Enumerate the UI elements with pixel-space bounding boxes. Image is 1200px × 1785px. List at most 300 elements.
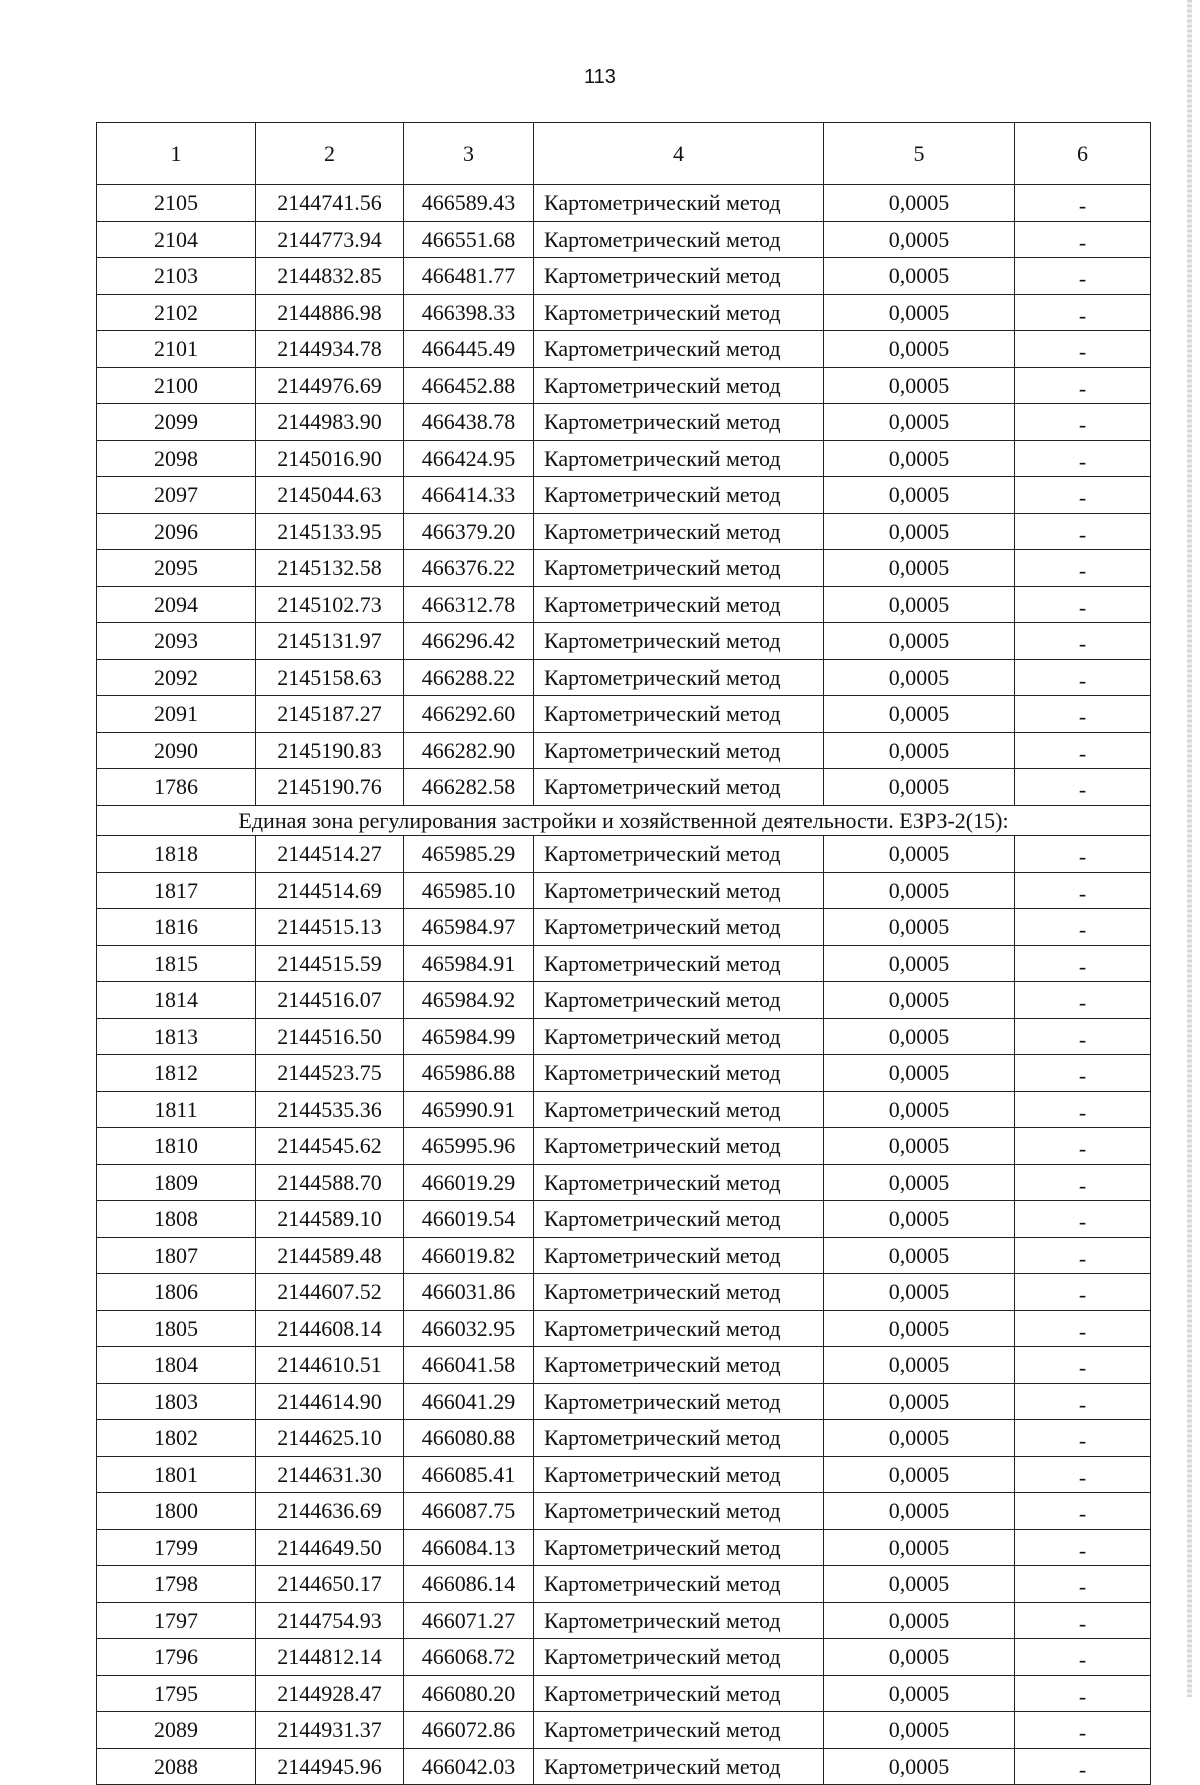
table-row: [97, 1456, 1151, 1493]
x-coordinate-cell: 2145158.63: [256, 659, 404, 696]
table-row: [97, 1493, 1151, 1530]
point-number-cell: 1814: [97, 982, 256, 1019]
point-number-cell: 1800: [97, 1493, 256, 1530]
table-row: [97, 1201, 1151, 1238]
point-number-cell: 1815: [97, 945, 256, 982]
method-cell: Картометрический метод: [534, 1566, 824, 1603]
note-cell: -: [1015, 440, 1151, 477]
x-coordinate-cell: 2145132.58: [256, 550, 404, 587]
accuracy-cell: 0,0005: [824, 1201, 1015, 1238]
point-number-cell: 1808: [97, 1201, 256, 1238]
x-coordinate-cell: 2144754.93: [256, 1602, 404, 1639]
method-cell: Картометрический метод: [534, 404, 824, 441]
method-cell: Картометрический метод: [534, 1529, 824, 1566]
x-coordinate-cell: 2144588.70: [256, 1164, 404, 1201]
point-number-cell: 2098: [97, 440, 256, 477]
accuracy-cell: 0,0005: [824, 1566, 1015, 1603]
method-cell: Картометрический метод: [534, 945, 824, 982]
point-number-cell: 1804: [97, 1347, 256, 1384]
point-number-cell: 1816: [97, 909, 256, 946]
accuracy-cell: 0,0005: [824, 696, 1015, 733]
point-number-cell: 2103: [97, 258, 256, 295]
note-cell: -: [1015, 1748, 1151, 1785]
y-coordinate-cell: 466282.90: [404, 732, 534, 769]
method-cell: Картометрический метод: [534, 1420, 824, 1457]
x-coordinate-cell: 2145016.90: [256, 440, 404, 477]
method-cell: Картометрический метод: [534, 1128, 824, 1165]
note-cell: -: [1015, 1566, 1151, 1603]
method-cell: Картометрический метод: [534, 1018, 824, 1055]
accuracy-cell: 0,0005: [824, 477, 1015, 514]
point-number-cell: 1813: [97, 1018, 256, 1055]
y-coordinate-cell: 466087.75: [404, 1493, 534, 1530]
x-coordinate-cell: 2144515.13: [256, 909, 404, 946]
x-coordinate-cell: 2144516.07: [256, 982, 404, 1019]
point-number-cell: 1807: [97, 1237, 256, 1274]
accuracy-cell: 0,0005: [824, 872, 1015, 909]
accuracy-cell: 0,0005: [824, 1456, 1015, 1493]
method-cell: Картометрический метод: [534, 623, 824, 660]
x-coordinate-cell: 2144545.62: [256, 1128, 404, 1165]
x-coordinate-cell: 2144589.48: [256, 1237, 404, 1274]
method-cell: Картометрический метод: [534, 221, 824, 258]
x-coordinate-cell: 2144976.69: [256, 367, 404, 404]
table-row: [97, 1018, 1151, 1055]
method-cell: Картометрический метод: [534, 477, 824, 514]
accuracy-cell: 0,0005: [824, 732, 1015, 769]
note-cell: -: [1015, 294, 1151, 331]
y-coordinate-cell: 466019.29: [404, 1164, 534, 1201]
note-cell: -: [1015, 1274, 1151, 1311]
section-row: [97, 805, 1151, 836]
y-coordinate-cell: 466438.78: [404, 404, 534, 441]
note-cell: -: [1015, 732, 1151, 769]
x-coordinate-cell: 2144610.51: [256, 1347, 404, 1384]
column-header-6: 6: [1015, 123, 1151, 185]
y-coordinate-cell: 466282.58: [404, 769, 534, 806]
note-cell: -: [1015, 836, 1151, 873]
point-number-cell: 1798: [97, 1566, 256, 1603]
point-number-cell: 2093: [97, 623, 256, 660]
accuracy-cell: 0,0005: [824, 623, 1015, 660]
accuracy-cell: 0,0005: [824, 1164, 1015, 1201]
accuracy-cell: 0,0005: [824, 1237, 1015, 1274]
table-row: [97, 1310, 1151, 1347]
point-number-cell: 1799: [97, 1529, 256, 1566]
y-coordinate-cell: 465984.97: [404, 909, 534, 946]
point-number-cell: 1810: [97, 1128, 256, 1165]
table-row: [97, 1383, 1151, 1420]
y-coordinate-cell: 466288.22: [404, 659, 534, 696]
table-row: [97, 1347, 1151, 1384]
note-cell: -: [1015, 1639, 1151, 1676]
note-cell: -: [1015, 258, 1151, 295]
point-number-cell: 2095: [97, 550, 256, 587]
point-number-cell: 2094: [97, 586, 256, 623]
table-row: [97, 1566, 1151, 1603]
y-coordinate-cell: 465990.91: [404, 1091, 534, 1128]
accuracy-cell: 0,0005: [824, 909, 1015, 946]
accuracy-cell: 0,0005: [824, 1712, 1015, 1749]
y-coordinate-cell: 465984.92: [404, 982, 534, 1019]
table-row: [97, 836, 1151, 873]
y-coordinate-cell: 466031.86: [404, 1274, 534, 1311]
note-cell: -: [1015, 1237, 1151, 1274]
accuracy-cell: 0,0005: [824, 294, 1015, 331]
y-coordinate-cell: 466452.88: [404, 367, 534, 404]
y-coordinate-cell: 466376.22: [404, 550, 534, 587]
note-cell: -: [1015, 1201, 1151, 1238]
x-coordinate-cell: 2145187.27: [256, 696, 404, 733]
y-coordinate-cell: 466085.41: [404, 1456, 534, 1493]
table-row: [97, 258, 1151, 295]
point-number-cell: 2090: [97, 732, 256, 769]
table-row: [97, 623, 1151, 660]
table-row: [97, 945, 1151, 982]
y-coordinate-cell: 465995.96: [404, 1128, 534, 1165]
table-row: [97, 586, 1151, 623]
x-coordinate-cell: 2144516.50: [256, 1018, 404, 1055]
y-coordinate-cell: 465985.29: [404, 836, 534, 873]
method-cell: Картометрический метод: [534, 982, 824, 1019]
y-coordinate-cell: 465984.99: [404, 1018, 534, 1055]
y-coordinate-cell: 465984.91: [404, 945, 534, 982]
table-row: [97, 1237, 1151, 1274]
point-number-cell: 2092: [97, 659, 256, 696]
point-number-cell: 2091: [97, 696, 256, 733]
accuracy-cell: 0,0005: [824, 659, 1015, 696]
y-coordinate-cell: 466445.49: [404, 331, 534, 368]
note-cell: -: [1015, 1164, 1151, 1201]
method-cell: Картометрический метод: [534, 258, 824, 295]
table-row: [97, 982, 1151, 1019]
point-number-cell: 2105: [97, 185, 256, 222]
accuracy-cell: 0,0005: [824, 1602, 1015, 1639]
accuracy-cell: 0,0005: [824, 440, 1015, 477]
note-cell: -: [1015, 477, 1151, 514]
method-cell: Картометрический метод: [534, 550, 824, 587]
y-coordinate-cell: 466481.77: [404, 258, 534, 295]
y-coordinate-cell: 466379.20: [404, 513, 534, 550]
table-row: [97, 185, 1151, 222]
y-coordinate-cell: 466041.29: [404, 1383, 534, 1420]
note-cell: -: [1015, 404, 1151, 441]
accuracy-cell: 0,0005: [824, 404, 1015, 441]
table-row: [97, 1675, 1151, 1712]
y-coordinate-cell: 466068.72: [404, 1639, 534, 1676]
page-number: 113: [584, 66, 616, 88]
x-coordinate-cell: 2144832.85: [256, 258, 404, 295]
table-row: [97, 477, 1151, 514]
x-coordinate-cell: 2144589.10: [256, 1201, 404, 1238]
point-number-cell: 1795: [97, 1675, 256, 1712]
x-coordinate-cell: 2144812.14: [256, 1639, 404, 1676]
point-number-cell: 1786: [97, 769, 256, 806]
method-cell: Картометрический метод: [534, 1712, 824, 1749]
point-number-cell: 2096: [97, 513, 256, 550]
table-body: [97, 185, 1151, 1785]
note-cell: -: [1015, 696, 1151, 733]
x-coordinate-cell: 2144945.96: [256, 1748, 404, 1785]
column-header-5: 5: [824, 123, 1015, 185]
point-number-cell: 1805: [97, 1310, 256, 1347]
table-row: [97, 872, 1151, 909]
accuracy-cell: 0,0005: [824, 513, 1015, 550]
point-number-cell: 2097: [97, 477, 256, 514]
x-coordinate-cell: 2144983.90: [256, 404, 404, 441]
note-cell: -: [1015, 221, 1151, 258]
method-cell: Картометрический метод: [534, 909, 824, 946]
method-cell: Картометрический метод: [534, 1201, 824, 1238]
x-coordinate-cell: 2144650.17: [256, 1566, 404, 1603]
table-row: [97, 440, 1151, 477]
note-cell: -: [1015, 185, 1151, 222]
note-cell: -: [1015, 331, 1151, 368]
x-coordinate-cell: 2145131.97: [256, 623, 404, 660]
method-cell: Картометрический метод: [534, 1602, 824, 1639]
note-cell: -: [1015, 1675, 1151, 1712]
method-cell: Картометрический метод: [534, 440, 824, 477]
method-cell: Картометрический метод: [534, 1493, 824, 1530]
accuracy-cell: 0,0005: [824, 367, 1015, 404]
point-number-cell: 1809: [97, 1164, 256, 1201]
method-cell: Картометрический метод: [534, 1310, 824, 1347]
method-cell: Картометрический метод: [534, 1274, 824, 1311]
note-cell: -: [1015, 1018, 1151, 1055]
method-cell: Картометрический метод: [534, 367, 824, 404]
note-cell: -: [1015, 1420, 1151, 1457]
point-number-cell: 2099: [97, 404, 256, 441]
scan-edge: [1187, 0, 1192, 1697]
accuracy-cell: 0,0005: [824, 1639, 1015, 1676]
method-cell: Картометрический метод: [534, 732, 824, 769]
column-header-4: 4: [534, 123, 824, 185]
note-cell: -: [1015, 1128, 1151, 1165]
y-coordinate-cell: 466589.43: [404, 185, 534, 222]
accuracy-cell: 0,0005: [824, 586, 1015, 623]
accuracy-cell: 0,0005: [824, 1018, 1015, 1055]
table-row: [97, 294, 1151, 331]
x-coordinate-cell: 2144523.75: [256, 1055, 404, 1092]
y-coordinate-cell: 466312.78: [404, 586, 534, 623]
note-cell: -: [1015, 659, 1151, 696]
y-coordinate-cell: 466041.58: [404, 1347, 534, 1384]
x-coordinate-cell: 2144773.94: [256, 221, 404, 258]
method-cell: Картометрический метод: [534, 185, 824, 222]
point-number-cell: 1811: [97, 1091, 256, 1128]
y-coordinate-cell: 466019.54: [404, 1201, 534, 1238]
y-coordinate-cell: 466292.60: [404, 696, 534, 733]
method-cell: Картометрический метод: [534, 331, 824, 368]
table-row: [97, 513, 1151, 550]
note-cell: -: [1015, 1347, 1151, 1384]
x-coordinate-cell: 2144514.27: [256, 836, 404, 873]
y-coordinate-cell: 466080.20: [404, 1675, 534, 1712]
point-number-cell: 2101: [97, 331, 256, 368]
method-cell: Картометрический метод: [534, 1383, 824, 1420]
accuracy-cell: 0,0005: [824, 258, 1015, 295]
note-cell: -: [1015, 623, 1151, 660]
y-coordinate-cell: 466084.13: [404, 1529, 534, 1566]
note-cell: -: [1015, 1712, 1151, 1749]
table-row: [97, 1274, 1151, 1311]
accuracy-cell: 0,0005: [824, 331, 1015, 368]
accuracy-cell: 0,0005: [824, 1383, 1015, 1420]
table-row: [97, 1712, 1151, 1749]
section-title: Единая зона регулирования застройки и хозяйственной деятельности. ЕЗРЗ-2(15):: [97, 805, 1151, 836]
accuracy-cell: 0,0005: [824, 1748, 1015, 1785]
header-row: [97, 123, 1151, 185]
note-cell: -: [1015, 945, 1151, 982]
column-header-3: 3: [404, 123, 534, 185]
method-cell: Картометрический метод: [534, 513, 824, 550]
note-cell: -: [1015, 1456, 1151, 1493]
table-row: [97, 331, 1151, 368]
method-cell: Картометрический метод: [534, 1237, 824, 1274]
method-cell: Картометрический метод: [534, 1456, 824, 1493]
note-cell: -: [1015, 1310, 1151, 1347]
note-cell: -: [1015, 550, 1151, 587]
note-cell: -: [1015, 1055, 1151, 1092]
note-cell: -: [1015, 513, 1151, 550]
method-cell: Картометрический метод: [534, 294, 824, 331]
y-coordinate-cell: 466042.03: [404, 1748, 534, 1785]
table-row: [97, 367, 1151, 404]
method-cell: Картометрический метод: [534, 1639, 824, 1676]
note-cell: -: [1015, 872, 1151, 909]
y-coordinate-cell: 466398.33: [404, 294, 534, 331]
point-number-cell: 2102: [97, 294, 256, 331]
point-number-cell: 1803: [97, 1383, 256, 1420]
note-cell: -: [1015, 367, 1151, 404]
method-cell: Картометрический метод: [534, 769, 824, 806]
method-cell: Картометрический метод: [534, 1748, 824, 1785]
y-coordinate-cell: 466414.33: [404, 477, 534, 514]
y-coordinate-cell: 466072.86: [404, 1712, 534, 1749]
y-coordinate-cell: 466296.42: [404, 623, 534, 660]
accuracy-cell: 0,0005: [824, 945, 1015, 982]
x-coordinate-cell: 2144614.90: [256, 1383, 404, 1420]
accuracy-cell: 0,0005: [824, 1529, 1015, 1566]
method-cell: Картометрический метод: [534, 872, 824, 909]
table-row: [97, 1164, 1151, 1201]
method-cell: Картометрический метод: [534, 659, 824, 696]
method-cell: Картометрический метод: [534, 1091, 824, 1128]
x-coordinate-cell: 2145044.63: [256, 477, 404, 514]
x-coordinate-cell: 2144636.69: [256, 1493, 404, 1530]
accuracy-cell: 0,0005: [824, 982, 1015, 1019]
accuracy-cell: 0,0005: [824, 185, 1015, 222]
table-row: [97, 1748, 1151, 1785]
x-coordinate-cell: 2144515.59: [256, 945, 404, 982]
x-coordinate-cell: 2144514.69: [256, 872, 404, 909]
table-row: [97, 1639, 1151, 1676]
method-cell: Картометрический метод: [534, 696, 824, 733]
accuracy-cell: 0,0005: [824, 1675, 1015, 1712]
column-header-2: 2: [256, 123, 404, 185]
accuracy-cell: 0,0005: [824, 221, 1015, 258]
method-cell: Картометрический метод: [534, 1675, 824, 1712]
x-coordinate-cell: 2144631.30: [256, 1456, 404, 1493]
accuracy-cell: 0,0005: [824, 836, 1015, 873]
method-cell: Картометрический метод: [534, 586, 824, 623]
x-coordinate-cell: 2145133.95: [256, 513, 404, 550]
method-cell: Картометрический метод: [534, 1164, 824, 1201]
x-coordinate-cell: 2144608.14: [256, 1310, 404, 1347]
table-row: [97, 1602, 1151, 1639]
point-number-cell: 1817: [97, 872, 256, 909]
x-coordinate-cell: 2145190.76: [256, 769, 404, 806]
table-row: [97, 1529, 1151, 1566]
note-cell: -: [1015, 909, 1151, 946]
point-number-cell: 2088: [97, 1748, 256, 1785]
point-number-cell: 1812: [97, 1055, 256, 1092]
coordinates-table: [96, 122, 1151, 1785]
point-number-cell: 2089: [97, 1712, 256, 1749]
table-row: [97, 769, 1151, 806]
table-row: [97, 1091, 1151, 1128]
accuracy-cell: 0,0005: [824, 1420, 1015, 1457]
point-number-cell: 1801: [97, 1456, 256, 1493]
x-coordinate-cell: 2144934.78: [256, 331, 404, 368]
note-cell: -: [1015, 1383, 1151, 1420]
accuracy-cell: 0,0005: [824, 1091, 1015, 1128]
note-cell: -: [1015, 1602, 1151, 1639]
table-row: [97, 221, 1151, 258]
x-coordinate-cell: 2144931.37: [256, 1712, 404, 1749]
table-row: [97, 1128, 1151, 1165]
x-coordinate-cell: 2144741.56: [256, 185, 404, 222]
x-coordinate-cell: 2145190.83: [256, 732, 404, 769]
x-coordinate-cell: 2144928.47: [256, 1675, 404, 1712]
method-cell: Картометрический метод: [534, 836, 824, 873]
accuracy-cell: 0,0005: [824, 1055, 1015, 1092]
table-row: [97, 732, 1151, 769]
y-coordinate-cell: 466424.95: [404, 440, 534, 477]
column-header-1: 1: [97, 123, 256, 185]
accuracy-cell: 0,0005: [824, 1128, 1015, 1165]
x-coordinate-cell: 2144649.50: [256, 1529, 404, 1566]
y-coordinate-cell: 466551.68: [404, 221, 534, 258]
accuracy-cell: 0,0005: [824, 1493, 1015, 1530]
y-coordinate-cell: 466019.82: [404, 1237, 534, 1274]
point-number-cell: 1802: [97, 1420, 256, 1457]
note-cell: -: [1015, 586, 1151, 623]
table-row: [97, 1420, 1151, 1457]
y-coordinate-cell: 466080.88: [404, 1420, 534, 1457]
table-row: [97, 696, 1151, 733]
accuracy-cell: 0,0005: [824, 550, 1015, 587]
point-number-cell: 1797: [97, 1602, 256, 1639]
point-number-cell: 2100: [97, 367, 256, 404]
table-row: [97, 404, 1151, 441]
accuracy-cell: 0,0005: [824, 1347, 1015, 1384]
x-coordinate-cell: 2144886.98: [256, 294, 404, 331]
y-coordinate-cell: 465985.10: [404, 872, 534, 909]
table-row: [97, 909, 1151, 946]
point-number-cell: 1806: [97, 1274, 256, 1311]
x-coordinate-cell: 2144607.52: [256, 1274, 404, 1311]
point-number-cell: 1796: [97, 1639, 256, 1676]
x-coordinate-cell: 2144535.36: [256, 1091, 404, 1128]
y-coordinate-cell: 466071.27: [404, 1602, 534, 1639]
note-cell: -: [1015, 1529, 1151, 1566]
y-coordinate-cell: 466032.95: [404, 1310, 534, 1347]
table-row: [97, 1055, 1151, 1092]
x-coordinate-cell: 2145102.73: [256, 586, 404, 623]
accuracy-cell: 0,0005: [824, 1310, 1015, 1347]
accuracy-cell: 0,0005: [824, 769, 1015, 806]
